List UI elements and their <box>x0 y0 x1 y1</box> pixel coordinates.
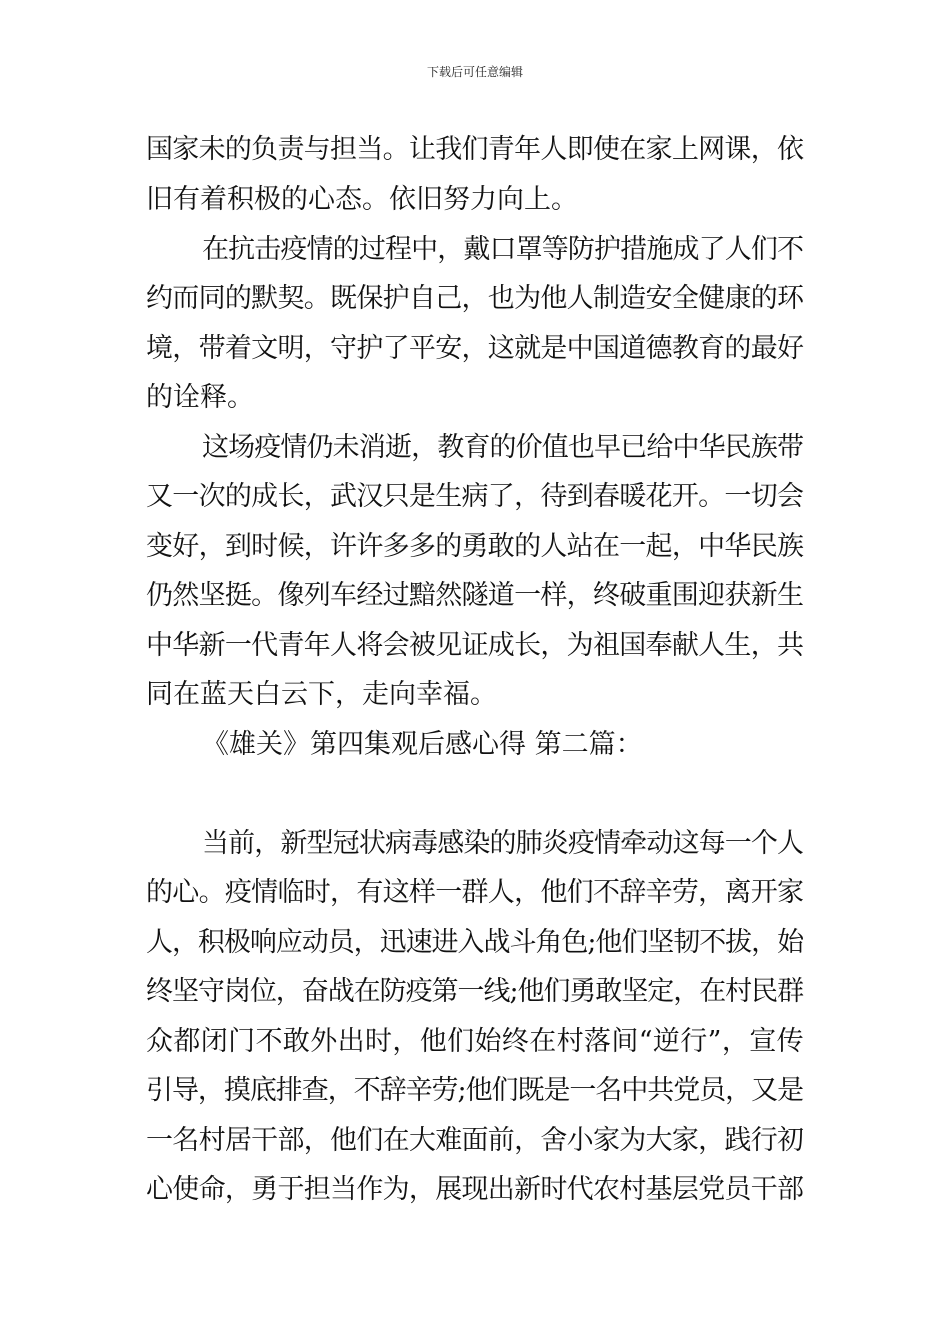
text-line: 众都闭门不敢外出时，他们始终在村落间“逆行”，宣传 <box>146 1026 804 1057</box>
page-header: 下载后可任意编辑 <box>426 65 523 79</box>
text-line: 的诠释。 <box>146 382 254 413</box>
text-line: 仍然坚挺。像列车经过黯然隧道一样，终破重围迎获新生 <box>146 580 804 611</box>
text-line: 又一次的成长，武汉只是生病了，待到春暖花开。一切会 <box>146 481 804 512</box>
text-line: 引导，摸底排查，不辞辛劳;他们既是一名中共党员，又是 <box>146 1075 804 1106</box>
text-line: 人，积极响应动员，迅速进入战斗角色;他们坚韧不拔，始 <box>146 927 804 958</box>
paragraph-first-line: 当前，新型冠状病毒感染的肺炎疫情牵动这每一个人 <box>202 828 804 859</box>
text-line: 国家未的负责与担当。让我们青年人即使在家上网课，依 <box>146 134 804 165</box>
text-line: 同在蓝天白云下，走向幸福。 <box>146 679 497 710</box>
text-line: 终坚守岗位，奋战在防疫第一线;他们勇敢坚定，在村民群 <box>146 976 804 1007</box>
paragraph-first-line: 在抗击疫情的过程中，戴口罩等防护措施成了人们不 <box>202 234 804 265</box>
text-line: 的心。疫情临时，有这样一群人，他们不辞辛劳，离开家 <box>146 877 804 908</box>
text-line: 一名村居干部，他们在大难面前，舍小家为大家，践行初 <box>146 1125 804 1156</box>
section-heading: 《雄关》第四集观后感心得 第二篇： <box>202 729 643 760</box>
text-line: 中华新一代青年人将会被见证成长，为祖国奉献人生，共 <box>146 630 804 661</box>
text-line: 心使命，勇于担当作为，展现出新时代农村基层党员干部 <box>146 1174 804 1205</box>
text-line: 约而同的默契。既保护自己，也为他人制造安全健康的环 <box>146 283 804 314</box>
text-line: 境，带着文明，守护了平安，这就是中国道德教育的最好 <box>146 333 804 364</box>
text-line: 旧有着积极的心态。依旧努力向上。 <box>146 184 578 215</box>
text-line: 变好，到时候，许许多多的勇敢的人站在一起，中华民族 <box>146 531 804 562</box>
paragraph-first-line: 这场疫情仍未消逝，教育的价值也早已给中华民族带 <box>202 432 804 463</box>
